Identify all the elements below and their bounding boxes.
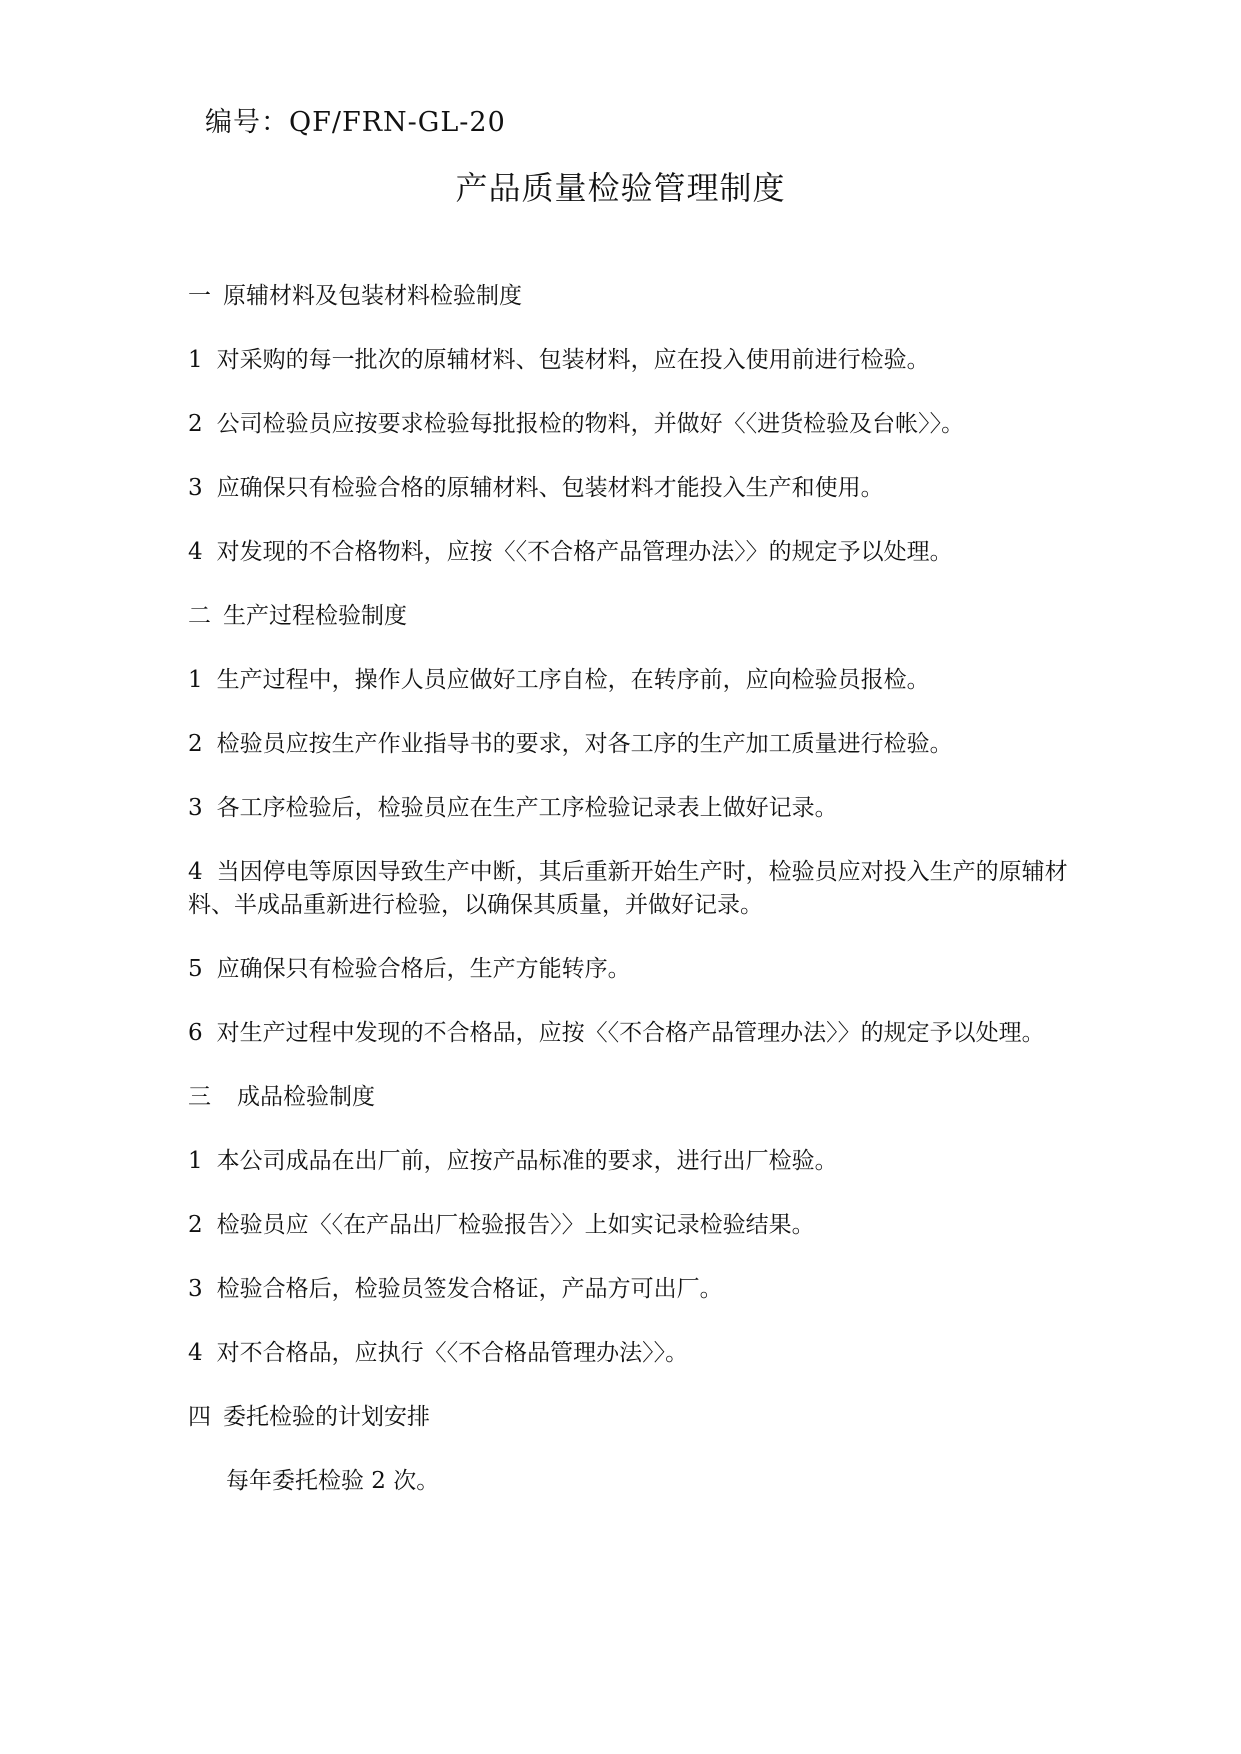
item-number: 6: [188, 1020, 203, 1046]
item-text: 对采购的每一批次的原辅材料、包装材料，应在投入使用前进行检验。: [216, 347, 930, 373]
section-title: 成品检验制度: [237, 1084, 375, 1110]
section-heading: [188, 280, 1108, 313]
item-text: 检验员应〈〈在产品出厂检验报告〉〉上如实记录检验结果。: [216, 1212, 815, 1238]
item-number: 3: [188, 475, 203, 501]
list-item: [188, 344, 1108, 377]
document-number: 编号：QF/FRN-GL-20: [205, 107, 506, 138]
item-number: 4: [188, 539, 203, 565]
section-heading: [188, 600, 1108, 633]
list-item: [188, 728, 1108, 761]
item-text: 检验员应按生产作业指导书的要求，对各工序的生产加工质量进行检验。: [216, 731, 953, 757]
item-number: 3: [188, 1276, 203, 1302]
item-text: 公司检验员应按要求检验每批报检的物料，并做好〈〈进货检验及台帐〉〉。: [216, 411, 965, 437]
item-text: 应确保只有检验合格的原辅材料、包装材料才能投入生产和使用。: [216, 475, 884, 501]
list-item: [188, 856, 1108, 922]
item-text: 生产过程中，操作人员应做好工序自检，在转序前，应向检验员报检。: [216, 667, 930, 693]
section-number: 二: [188, 603, 211, 629]
item-text: 对不合格品，应执行〈〈不合格品管理办法〉〉。: [216, 1340, 689, 1366]
item-number: 1: [188, 667, 203, 693]
list-item: [188, 1017, 1108, 1050]
item-text: 本公司成品在出厂前，应按产品标准的要求，进行出厂检验。: [216, 1148, 838, 1174]
document-body: [188, 280, 1108, 1529]
item-number: 4: [188, 1340, 203, 1366]
item-text: 对生产过程中发现的不合格品，应按〈〈不合格产品管理办法〉〉的规定予以处理。: [216, 1020, 1045, 1046]
document-title: 产品质量检验管理制度: [455, 169, 786, 207]
item-text: 当因停电等原因导致生产中断，其后重新开始生产时，检验员应对投入生产的原辅材料、半成品重新进行检验，以确保其质量，并做好记录。: [188, 859, 1068, 918]
item-number: 2: [188, 411, 203, 437]
section-heading: [188, 1081, 1108, 1114]
section-heading: [188, 1401, 1108, 1434]
list-item: [188, 1145, 1108, 1178]
list-item: [188, 1273, 1108, 1306]
list-item: [188, 1465, 1108, 1498]
item-text: 检验合格后，检验员签发合格证，产品方可出厂。: [216, 1276, 723, 1302]
item-number: 1: [188, 1148, 203, 1174]
item-number: 3: [188, 795, 203, 821]
list-item: [188, 536, 1108, 569]
section-number: 四: [188, 1404, 211, 1430]
list-item: [188, 792, 1108, 825]
list-item: [188, 1209, 1108, 1242]
list-item: [188, 1337, 1108, 1370]
list-item: [188, 472, 1108, 505]
item-text: 对发现的不合格物料，应按〈〈不合格产品管理办法〉〉的规定予以处理。: [216, 539, 953, 565]
section-title: 原辅材料及包装材料检验制度: [223, 283, 522, 309]
section-number: 一: [188, 283, 211, 309]
item-text: 各工序检验后，检验员应在生产工序检验记录表上做好记录。: [216, 795, 838, 821]
section-number: 三: [188, 1084, 211, 1110]
item-number: 1: [188, 347, 203, 373]
list-item: [188, 664, 1108, 697]
item-number: 2: [188, 1212, 203, 1238]
item-number: 4: [188, 859, 203, 885]
section-title: 委托检验的计划安排: [223, 1404, 430, 1430]
list-item: [188, 408, 1108, 441]
item-text: 应确保只有检验合格后，生产方能转序。: [216, 956, 631, 982]
item-number: 2: [188, 731, 203, 757]
section-title: 生产过程检验制度: [223, 603, 407, 629]
list-item: [188, 953, 1108, 986]
item-text: 每年委托检验 2 次。: [226, 1468, 440, 1494]
item-number: 5: [188, 956, 203, 982]
